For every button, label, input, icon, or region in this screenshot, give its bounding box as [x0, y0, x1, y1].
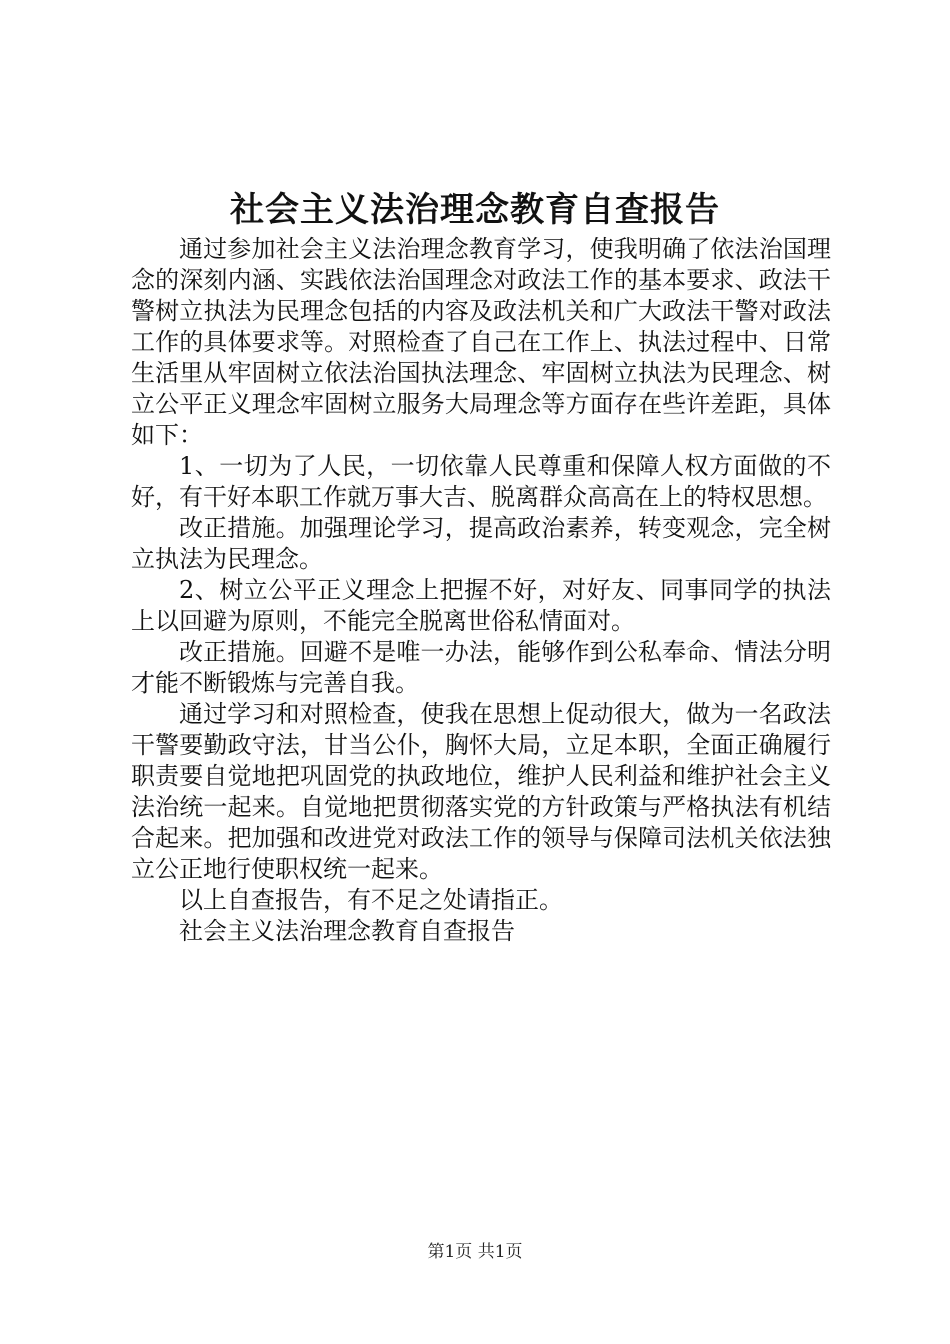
document-title: 社会主义法治理念教育自查报告	[230, 190, 720, 230]
paragraph-closing: 以上自查报告，有不足之处请指正。	[179, 886, 563, 914]
document-body	[131, 234, 831, 947]
page-footer: 第1页 共1页	[427, 1242, 523, 1262]
paragraph-item-1: 1、一切为了人民，一切依靠人民尊重和保障人权方面做的不好，有干好本职工作就万事大吉、脱离群众高高在上的特权思想。	[131, 452, 831, 511]
paragraph-measure-2: 改正措施。回避不是唯一办法，能够作到公私奉命、情法分明才能不断锻炼与完善自我。	[131, 638, 831, 697]
paragraph-signature: 社会主义法治理念教育自查报告	[179, 917, 515, 945]
paragraph-item-2: 2、树立公平正义理念上把握不好，对好友、同事同学的执法上以回避为原则，不能完全脱离世俗私情面对。	[131, 576, 831, 635]
paragraph-intro: 通过参加社会主义法治理念教育学习，使我明确了依法治国理念的深刻内涵、实践依法治国理念对政法工作的基本要求、政法干警树立执法为民理念包括的内容及政法机关和广大政法干警对政法工作的具体要求等。对照检查了自己在工作上、执法过程中、日常生活里从牢固树立依法治国执法理念、牢固树立执法为民理念、树立公平正义理念牢固树立服务大局理念等方面存在些许差距，具体如下：	[131, 235, 831, 449]
paragraph-summary: 通过学习和对照检查，使我在思想上促动很大，做为一名政法干警要勤政守法，甘当公仆，胸怀大局，立足本职，全面正确履行职责要自觉地把巩固党的执政地位，维护人民利益和维护社会主义法治统一起来。自觉地把贯彻落实党的方针政策与严格执法有机结合起来。把加强和改进党对政法工作的领导与保障司法机关依法独立公正地行使职权统一起来。	[131, 700, 831, 883]
paragraph-measure-1: 改正措施。加强理论学习，提高政治素养，转变观念，完全树立执法为民理念。	[131, 514, 831, 573]
